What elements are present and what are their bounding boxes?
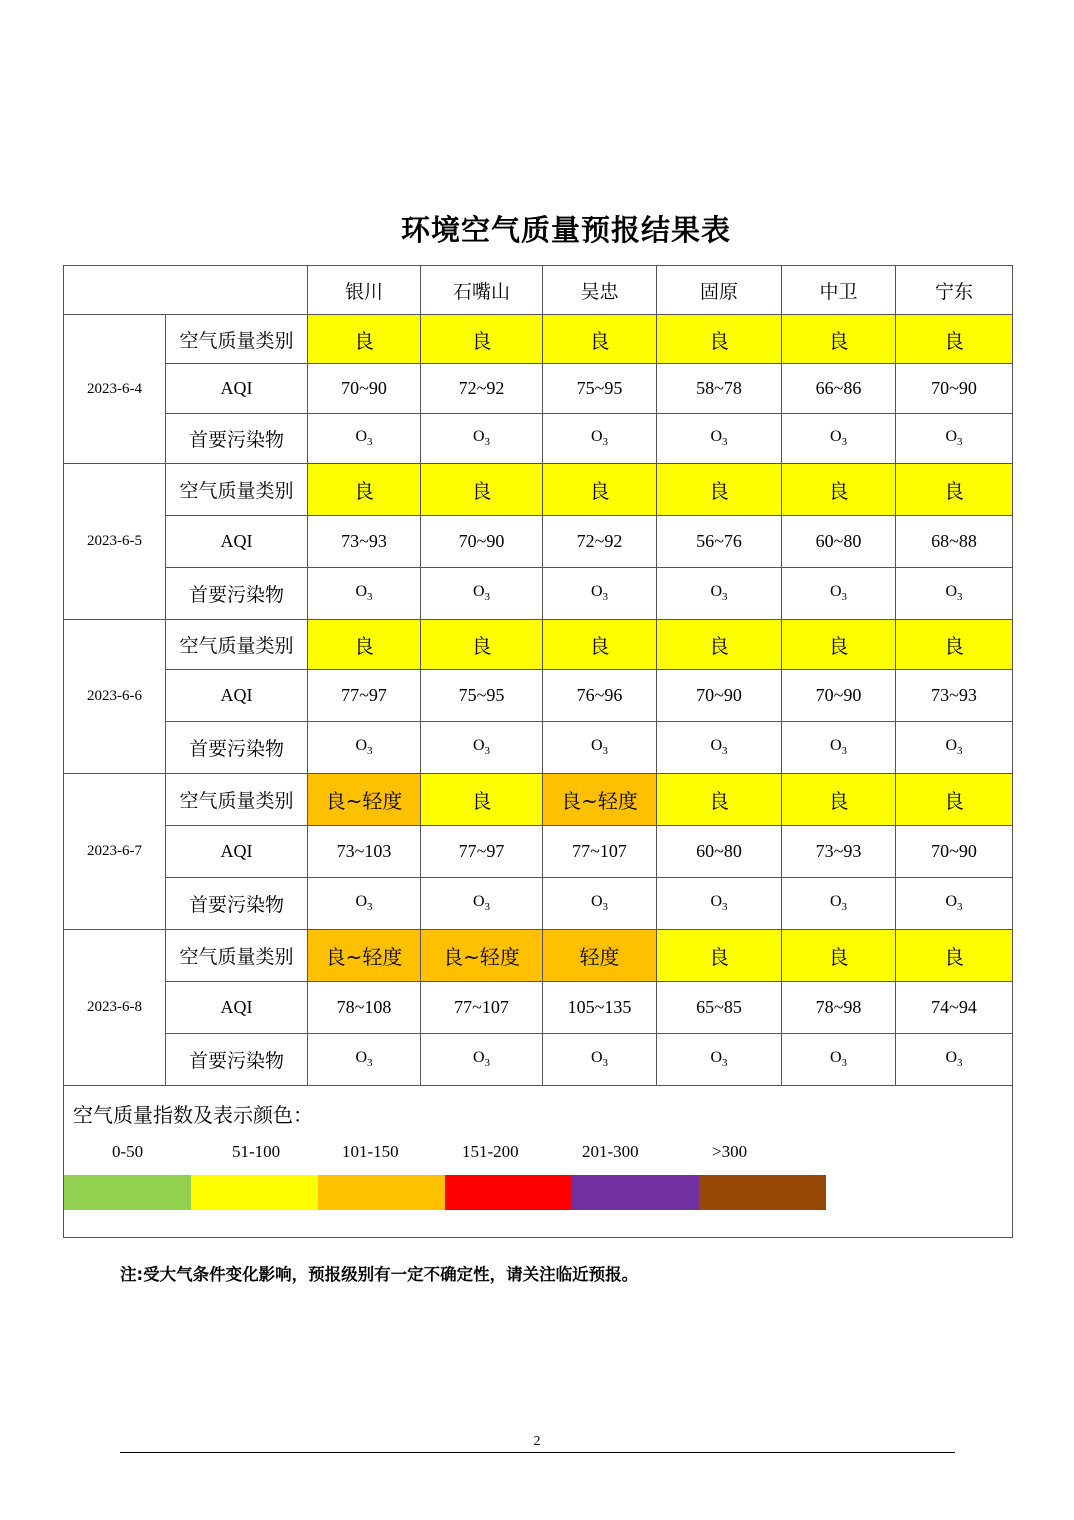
pollutant-cell: $O_3$ xyxy=(896,878,1013,930)
legend-color-swatch xyxy=(318,1175,445,1210)
legend-color-swatch xyxy=(191,1175,318,1210)
aqi-cell: 70~90 xyxy=(421,516,543,568)
category-cell: 良 xyxy=(782,620,896,670)
category-cell: 良 xyxy=(421,464,543,516)
category-cell: 良 xyxy=(782,464,896,516)
pollutant-cell: $O_3$ xyxy=(421,722,543,774)
pollutant-cell: $O_3$ xyxy=(657,568,782,620)
aqi-label: AQI xyxy=(166,670,308,722)
pollutant-cell: $O_3$ xyxy=(543,414,657,464)
category-cell: 良 xyxy=(782,315,896,364)
aqi-cell: 70~90 xyxy=(896,826,1013,878)
aqi-cell: 78~98 xyxy=(782,982,896,1034)
aqi-cell: 77~107 xyxy=(543,826,657,878)
city-header: 固原 xyxy=(657,266,782,315)
forecast-date: 2023-6-8 xyxy=(64,930,166,1086)
aqi-row xyxy=(64,982,1013,1034)
aqi-cell: 77~107 xyxy=(421,982,543,1034)
pollutant-cell: $O_3$ xyxy=(308,722,421,774)
category-row xyxy=(64,930,1013,982)
aqi-cell: 66~86 xyxy=(782,364,896,414)
pollutant-label: 首要污染物 xyxy=(166,722,308,774)
pollutant-cell: $O_3$ xyxy=(782,1034,896,1086)
aqi-cell: 73~93 xyxy=(782,826,896,878)
category-row xyxy=(64,774,1013,826)
category-cell: 良~轻度 xyxy=(308,774,421,826)
pollutant-cell: $O_3$ xyxy=(421,568,543,620)
city-header: 吴忠 xyxy=(543,266,657,315)
category-cell: 良 xyxy=(657,930,782,982)
category-cell: 良 xyxy=(308,620,421,670)
aqi-cell: 75~95 xyxy=(543,364,657,414)
footer-rule xyxy=(120,1452,955,1453)
header-corner xyxy=(64,266,308,315)
category-cell: 良 xyxy=(543,464,657,516)
aqi-cell: 77~97 xyxy=(421,826,543,878)
category-cell: 轻度 xyxy=(543,930,657,982)
aqi-cell: 74~94 xyxy=(896,982,1013,1034)
category-cell: 良 xyxy=(782,774,896,826)
aqi-cell: 70~90 xyxy=(782,670,896,722)
aqi-cell: 60~80 xyxy=(657,826,782,878)
category-cell: 良 xyxy=(896,315,1013,364)
legend-color-swatch xyxy=(699,1175,826,1210)
aqi-cell: 70~90 xyxy=(308,364,421,414)
legend-range-label: 101-150 xyxy=(342,1142,399,1161)
header-row xyxy=(64,266,1013,315)
aqi-cell: 77~97 xyxy=(308,670,421,722)
aqi-cell: 73~103 xyxy=(308,826,421,878)
pollutant-cell: $O_3$ xyxy=(782,414,896,464)
pollutant-cell: $O_3$ xyxy=(421,878,543,930)
pollutant-cell: $O_3$ xyxy=(421,414,543,464)
pollutant-row xyxy=(64,1034,1013,1086)
category-row xyxy=(64,620,1013,670)
category-cell: 良 xyxy=(421,620,543,670)
category-cell: 良 xyxy=(308,464,421,516)
pollutant-cell: $O_3$ xyxy=(782,878,896,930)
aqi-cell: 72~92 xyxy=(421,364,543,414)
legend-color-swatch xyxy=(572,1175,699,1210)
category-cell: 良 xyxy=(657,774,782,826)
aqi-row xyxy=(64,516,1013,568)
pollutant-row xyxy=(64,878,1013,930)
pollutant-cell: $O_3$ xyxy=(543,878,657,930)
city-header: 宁东 xyxy=(896,266,1013,315)
legend-range-label: 51-100 xyxy=(232,1142,281,1161)
aqi-cell: 70~90 xyxy=(657,670,782,722)
category-cell: 良 xyxy=(657,315,782,364)
category-cell: 良 xyxy=(896,464,1013,516)
aqi-label: AQI xyxy=(166,982,308,1034)
pollutant-label: 首要污染物 xyxy=(166,1034,308,1086)
aqi-cell: 65~85 xyxy=(657,982,782,1034)
aqi-cell: 73~93 xyxy=(896,670,1013,722)
city-header: 石嘴山 xyxy=(421,266,543,315)
pollutant-cell: $O_3$ xyxy=(308,878,421,930)
pollutant-cell: $O_3$ xyxy=(421,1034,543,1086)
category-cell: 良 xyxy=(421,315,543,364)
category-cell: 良 xyxy=(308,315,421,364)
pollutant-cell: $O_3$ xyxy=(657,414,782,464)
pollutant-row xyxy=(64,414,1013,464)
legend-title: 空气质量指数及表示颜色： xyxy=(73,1103,313,1127)
forecast-table xyxy=(63,265,1013,1238)
category-label: 空气质量类别 xyxy=(166,464,308,516)
page-number: 2 xyxy=(533,1434,541,1449)
category-cell: 良~轻度 xyxy=(543,774,657,826)
aqi-cell: 72~92 xyxy=(543,516,657,568)
category-cell: 良 xyxy=(782,930,896,982)
pollutant-label: 首要污染物 xyxy=(166,878,308,930)
aqi-row xyxy=(64,826,1013,878)
pollutant-cell: $O_3$ xyxy=(782,722,896,774)
city-header: 银川 xyxy=(308,266,421,315)
category-label: 空气质量类别 xyxy=(166,774,308,826)
pollutant-label: 首要污染物 xyxy=(166,414,308,464)
legend-range-label: 201-300 xyxy=(582,1142,639,1161)
pollutant-label: 首要污染物 xyxy=(166,568,308,620)
pollutant-cell: $O_3$ xyxy=(896,722,1013,774)
forecast-date: 2023-6-7 xyxy=(64,774,166,930)
aqi-cell: 75~95 xyxy=(421,670,543,722)
aqi-cell: 78~108 xyxy=(308,982,421,1034)
category-cell: 良 xyxy=(657,464,782,516)
aqi-row xyxy=(64,364,1013,414)
pollutant-cell: $O_3$ xyxy=(657,878,782,930)
pollutant-cell: $O_3$ xyxy=(308,1034,421,1086)
forecast-date: 2023-6-5 xyxy=(64,464,166,620)
forecast-note: 注:受大气条件变化影响，预报级别有一定不确定性，请关注临近预报。 xyxy=(120,1265,639,1284)
pollutant-cell: $O_3$ xyxy=(543,568,657,620)
pollutant-cell: $O_3$ xyxy=(543,1034,657,1086)
pollutant-row xyxy=(64,722,1013,774)
pollutant-cell: $O_3$ xyxy=(308,414,421,464)
category-row xyxy=(64,464,1013,516)
category-label: 空气质量类别 xyxy=(166,930,308,982)
pollutant-row xyxy=(64,568,1013,620)
legend-color-swatch xyxy=(445,1175,572,1210)
category-cell: 良 xyxy=(896,930,1013,982)
legend-range-label: >300 xyxy=(712,1142,748,1161)
category-cell: 良 xyxy=(896,774,1013,826)
pollutant-cell: $O_3$ xyxy=(543,722,657,774)
category-cell: 良~轻度 xyxy=(308,930,421,982)
aqi-cell: 68~88 xyxy=(896,516,1013,568)
pollutant-cell: $O_3$ xyxy=(657,1034,782,1086)
pollutant-cell: $O_3$ xyxy=(782,568,896,620)
aqi-cell: 73~93 xyxy=(308,516,421,568)
category-cell: 良 xyxy=(896,620,1013,670)
pollutant-cell: $O_3$ xyxy=(308,568,421,620)
category-label: 空气质量类别 xyxy=(166,315,308,364)
aqi-label: AQI xyxy=(166,516,308,568)
aqi-label: AQI xyxy=(166,364,308,414)
aqi-cell: 76~96 xyxy=(543,670,657,722)
page-title: 环境空气质量预报结果表 xyxy=(400,213,731,247)
category-cell: 良 xyxy=(543,620,657,670)
aqi-row xyxy=(64,670,1013,722)
aqi-cell: 70~90 xyxy=(896,364,1013,414)
pollutant-cell: $O_3$ xyxy=(896,414,1013,464)
category-cell: 良 xyxy=(421,774,543,826)
city-header: 中卫 xyxy=(782,266,896,315)
pollutant-cell: $O_3$ xyxy=(657,722,782,774)
category-cell: 良 xyxy=(657,620,782,670)
pollutant-cell: $O_3$ xyxy=(896,568,1013,620)
forecast-date: 2023-6-4 xyxy=(64,315,166,464)
category-row xyxy=(64,315,1013,364)
aqi-cell: 105~135 xyxy=(543,982,657,1034)
aqi-legend xyxy=(64,1086,1013,1238)
aqi-cell: 58~78 xyxy=(657,364,782,414)
forecast-date: 2023-6-6 xyxy=(64,620,166,774)
aqi-label: AQI xyxy=(166,826,308,878)
category-label: 空气质量类别 xyxy=(166,620,308,670)
legend-color-swatch xyxy=(64,1175,191,1210)
legend-range-label: 0-50 xyxy=(112,1142,144,1161)
category-cell: 良 xyxy=(543,315,657,364)
category-cell: 良~轻度 xyxy=(421,930,543,982)
aqi-cell: 60~80 xyxy=(782,516,896,568)
aqi-cell: 56~76 xyxy=(657,516,782,568)
pollutant-cell: $O_3$ xyxy=(896,1034,1013,1086)
legend-range-label: 151-200 xyxy=(462,1142,519,1161)
